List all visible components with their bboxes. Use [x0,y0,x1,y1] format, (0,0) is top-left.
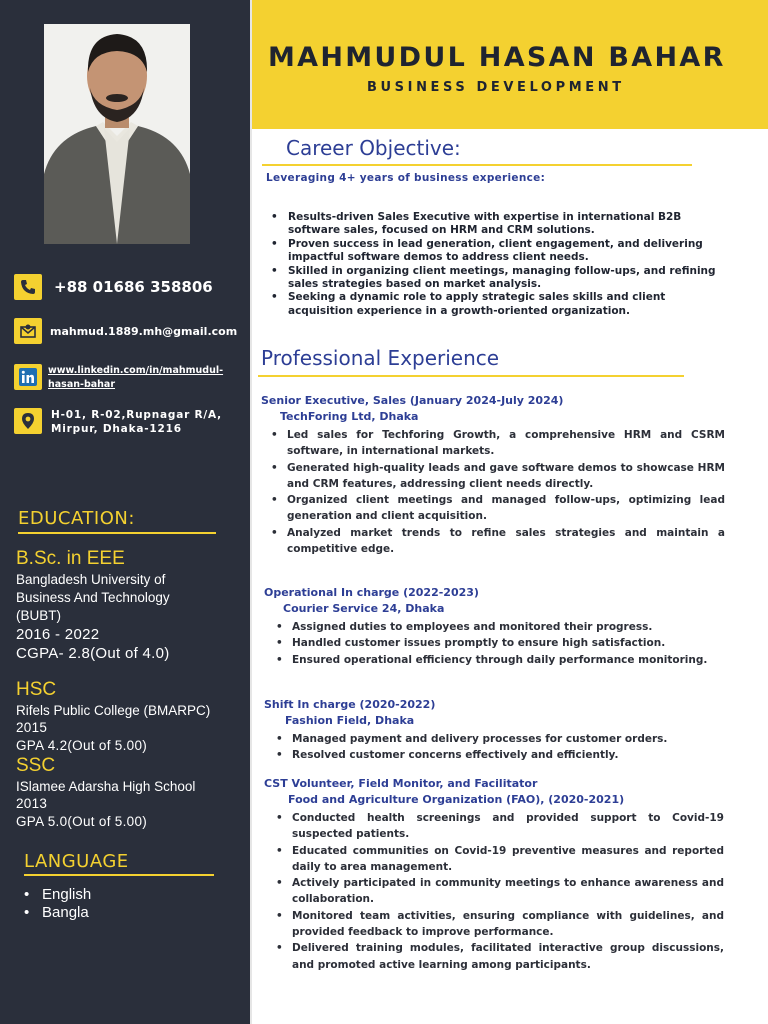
education-years: 2015 [16,720,48,735]
job-point: • Assigned duties to employees and monitored their progress. [274,619,730,635]
language-heading: LANGUAGE [24,851,129,872]
column-divider [250,0,252,1024]
education-item [16,754,195,831]
profile-photo [44,24,190,244]
job-point: • Educated communities on Covid-19 preventive measures and reported daily to area management. [274,843,724,876]
objective-point: • Results-driven Sales Executive with expertise in international B2B software sales, focused on HRM and CRM solutions. [271,211,731,238]
job-point: • Managed payment and delivery processes for customer orders. [274,731,730,747]
job-org: Fashion Field, Dhaka [285,714,415,727]
job-title: Operational In charge (2022-2023) [264,586,479,599]
contact-address [14,408,231,436]
job-point: • Actively participated in community meetings to enhance awareness and collaboration. [274,875,724,908]
linkedin-icon [14,364,42,390]
objective-intro: Leveraging 4+ years of business experience: [266,172,546,184]
job-points [264,810,724,973]
education-rule [18,532,216,534]
email-icon [14,318,42,344]
objective-list [271,211,731,318]
job-org: Courier Service 24, Dhaka [283,602,445,615]
linkedin-link[interactable]: www.linkedin.com/in/mahmudul-hasan-bahar [48,365,224,390]
job-entry [264,697,730,764]
job-org: TechForing Ltd, Dhaka [280,410,419,423]
education-school: ISlamee Adarsha High School [16,779,196,794]
job-points [264,731,730,764]
email-address: mahmud.1889.mh@gmail.com [50,324,238,338]
job-point: • Resolved customer concerns effectively and efficiently. [274,747,730,763]
objective-heading: Career Objective: [286,136,461,160]
education-school: Rifels Public College (BMARPC) [16,703,211,718]
language-rule [24,874,214,876]
job-point: • Ensured operational efficiency through daily performance monitoring. [274,652,730,668]
education-degree: HSC [16,679,57,700]
education-heading: EDUCATION: [18,508,135,529]
experience-rule [258,375,684,377]
address-text: H-01, R-02,Rupnagar R/A, Mirpur, Dhaka-1216 [51,409,222,435]
phone-icon [14,274,42,300]
contact-phone[interactable] [14,274,213,300]
objective-point: • Proven success in lead generation, client engagement, and delivering impactful software demos to address client needs. [271,238,731,265]
job-point: • Generated high-quality leads and gave software demos to showcase HRM and CRM features, addressing client needs directly. [269,460,725,493]
job-title: Shift In charge (2020-2022) [264,698,436,711]
education-grade: CGPA- 2.8(Out of 4.0) [16,645,170,662]
education-years: 2016 - 2022 [16,626,100,643]
job-points [264,619,730,668]
contact-email[interactable] [14,318,237,344]
job-title: CST Volunteer, Field Monitor, and Facilitator [264,777,538,790]
objective-point: • Skilled in organizing client meetings, managing follow-ups, and refining sales strategies based on market analysis. [271,265,731,292]
objective-point: • Seeking a dynamic role to apply strategic sales skills and client acquisition experience in a growth-oriented organization. [271,291,731,318]
education-item [16,547,216,663]
person-role: BUSINESS DEVELOPMENT [367,80,625,95]
experience-heading: Professional Experience [261,346,500,370]
job-point: • Handled customer issues promptly to ensure high satisfaction. [274,635,730,651]
education-degree: B.Sc. in EEE [16,548,125,569]
job-point: • Organized client meetings and managed follow-ups, optimizing lead generation and client acquisition. [269,492,725,525]
education-item [16,678,210,755]
contact-linkedin[interactable] [14,364,238,392]
person-name: MAHMUDUL HASAN BAHAR [268,42,726,73]
education-grade: GPA 4.2(Out of 5.00) [16,738,148,753]
job-point: • Led sales for Techforing Growth, a comprehensive HRM and CSRM software, in international markets. [269,427,725,460]
objective-rule [262,164,692,166]
language-list [24,886,91,922]
job-point: • Monitored team activities, ensuring compliance with guidelines, and provided feedback to improve performance. [274,908,724,941]
job-title: Senior Executive, Sales (January 2024-July 2024) [261,394,564,407]
language-item: • English [24,886,91,904]
job-point: • Conducted health screenings and provided support to Covid-19 suspected patients. [274,810,724,843]
education-degree: SSC [16,755,56,776]
location-pin-icon [14,408,42,434]
job-entry [264,585,730,668]
education-school: Bangladesh University of Business And Technology (BUBT) [16,572,170,623]
job-entry [264,776,724,973]
job-org: Food and Agriculture Organization (FAO), (2020-2021) [288,793,625,806]
job-entry [261,393,725,557]
language-item: • Bangla [24,904,91,922]
phone-number: +88 01686 358806 [54,278,213,296]
education-years: 2013 [16,796,48,811]
job-points [261,427,725,557]
job-point: • Delivered training modules, facilitated interactive group discussions, and promoted active learning among participants. [274,940,724,973]
job-point: • Analyzed market trends to refine sales strategies and maintain a competitive edge. [269,525,725,558]
education-grade: GPA 5.0(Out of 5.00) [16,814,148,829]
